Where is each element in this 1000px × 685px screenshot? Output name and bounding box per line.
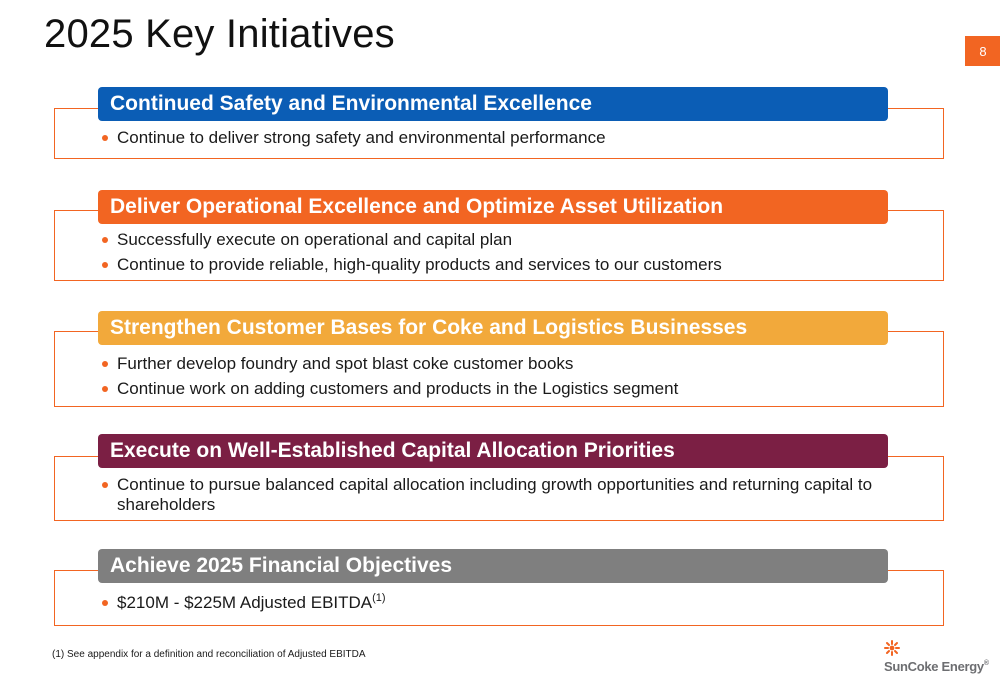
suncoke-logo (884, 640, 989, 680)
initiative-header: Continued Safety and Environmental Excellence (98, 87, 888, 121)
bullet-list (100, 593, 930, 618)
registered-mark: ® (983, 660, 989, 667)
bullet-text: $210M - $225M Adjusted EBITDA (117, 593, 373, 612)
footnote: (1) See appendix for a definition and reconciliation of Adjusted EBITDA (52, 649, 366, 660)
sun-icon (884, 640, 900, 656)
initiative-header: Deliver Operational Excellence and Optimize Asset Utilization (98, 190, 888, 224)
initiative-header: Strengthen Customer Bases for Coke and Logistics Businesses (98, 311, 888, 345)
bullet-item (100, 593, 930, 613)
bullet-list (100, 354, 930, 404)
initiative-header: Achieve 2025 Financial Objectives (98, 549, 888, 583)
bullet-list (100, 128, 930, 153)
footnote-marker: (1) (372, 592, 386, 604)
bullet-list (100, 230, 930, 280)
bullet-list (100, 475, 930, 520)
page-title: 2025 Key Initiatives (44, 12, 395, 56)
bullet-item: Continue to pursue balanced capital allocation including growth opportunities and returning capital to shareholders (100, 475, 930, 515)
logo-text (884, 659, 989, 674)
bullet-item: Continue to provide reliable, high-quality products and services to our customers (100, 255, 930, 275)
bullet-item: Further develop foundry and spot blast coke customer books (100, 354, 930, 374)
bullet-item: Continue work on adding customers and products in the Logistics segment (100, 379, 930, 399)
bullet-item: Successfully execute on operational and capital plan (100, 230, 930, 250)
bullet-item: Continue to deliver strong safety and environmental performance (100, 128, 930, 148)
initiative-header: Execute on Well-Established Capital Allocation Priorities (98, 434, 888, 468)
page-number-badge: 8 (965, 36, 1000, 66)
logo-wordmark: SunCoke Energy (884, 659, 984, 674)
